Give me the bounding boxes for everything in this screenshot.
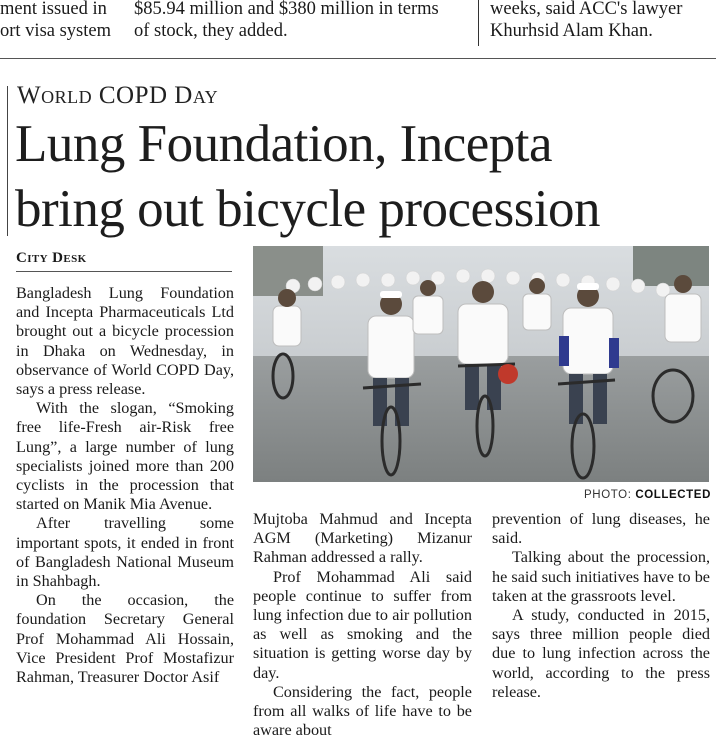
prev-col1-line2: ort visa system (0, 21, 111, 41)
article-side-rule (7, 86, 8, 236)
prev-col3-line1: weeks, said ACC's lawyer (490, 0, 683, 19)
prev-col3-line2: Khurhsid Alam Khan. (490, 21, 653, 41)
byline-rule (16, 271, 232, 272)
kicker: World COPD Day (17, 82, 219, 109)
photo-credit (540, 489, 711, 501)
prev-col2-line1: $85.94 million and $380 million in terms (134, 0, 439, 19)
procession-photo (253, 246, 709, 482)
paragraph: Considering the fact, people from all walks of life have to be aware about (253, 682, 472, 740)
paragraph: With the slogan, “Smoking free life-Fresh air-Risk free Lung”, a large number of lung specialists joined more than 200 cyclists in the procession that started on Manik Mia Avenue. (16, 399, 234, 514)
section-separator (0, 58, 716, 59)
prev-col1-line1: ment issued in (0, 0, 107, 19)
headline (15, 117, 600, 237)
prev-story-col3 (490, 0, 716, 42)
photo-illustration (253, 246, 709, 482)
prev-col2-line2: of stock, they added. (134, 21, 288, 41)
article-column-3 (492, 510, 710, 702)
photo-credit-value: COLLECTED (635, 489, 711, 501)
prev-story-col2 (134, 0, 474, 42)
byline: City Desk (16, 250, 87, 266)
paragraph: After travelling some important spots, it ended in front of Bangladesh National Museum in Shahbagh. (16, 514, 234, 591)
paragraph: Bangladesh Lung Foundation and Incepta Pharmaceuticals Ltd brought out a bicycle procession in Dhaka on Wednesday, in observance of World COPD Day, says a press release. (16, 284, 234, 399)
headline-line2: bring out bicycle procession (15, 180, 601, 238)
paragraph: A study, conducted in 2015, says three million people died due to lung infection across the world, according to the press release. (492, 606, 710, 701)
paragraph: Prof Mohammad Ali said people continue to suffer from lung infection due to air pollution as well as smoking and the situation is getting worse day by day. (253, 567, 472, 682)
photo-credit-label: PHOTO: (584, 489, 632, 501)
prev-story-col1 (0, 0, 128, 42)
paragraph: prevention of lung diseases, he said. (492, 510, 710, 548)
article-column-1 (16, 284, 234, 687)
paragraph: Mujtoba Mahmud and Incepta AGM (Marketing) Mizanur Rahman addressed a rally. (253, 510, 472, 567)
article-column-2 (253, 510, 472, 740)
paragraph: Talking about the procession, he said such initiatives have to be taken at the grassroots level. (492, 548, 710, 605)
headline-line1: Lung Foundation, Incepta (15, 115, 553, 173)
column-divider (478, 0, 479, 46)
paragraph: On the occasion, the foundation Secretary General Prof Mohammad Ali Hossain, Vice President Prof Mostafizur Rahman, Treasurer Doctor Asif (16, 591, 234, 687)
